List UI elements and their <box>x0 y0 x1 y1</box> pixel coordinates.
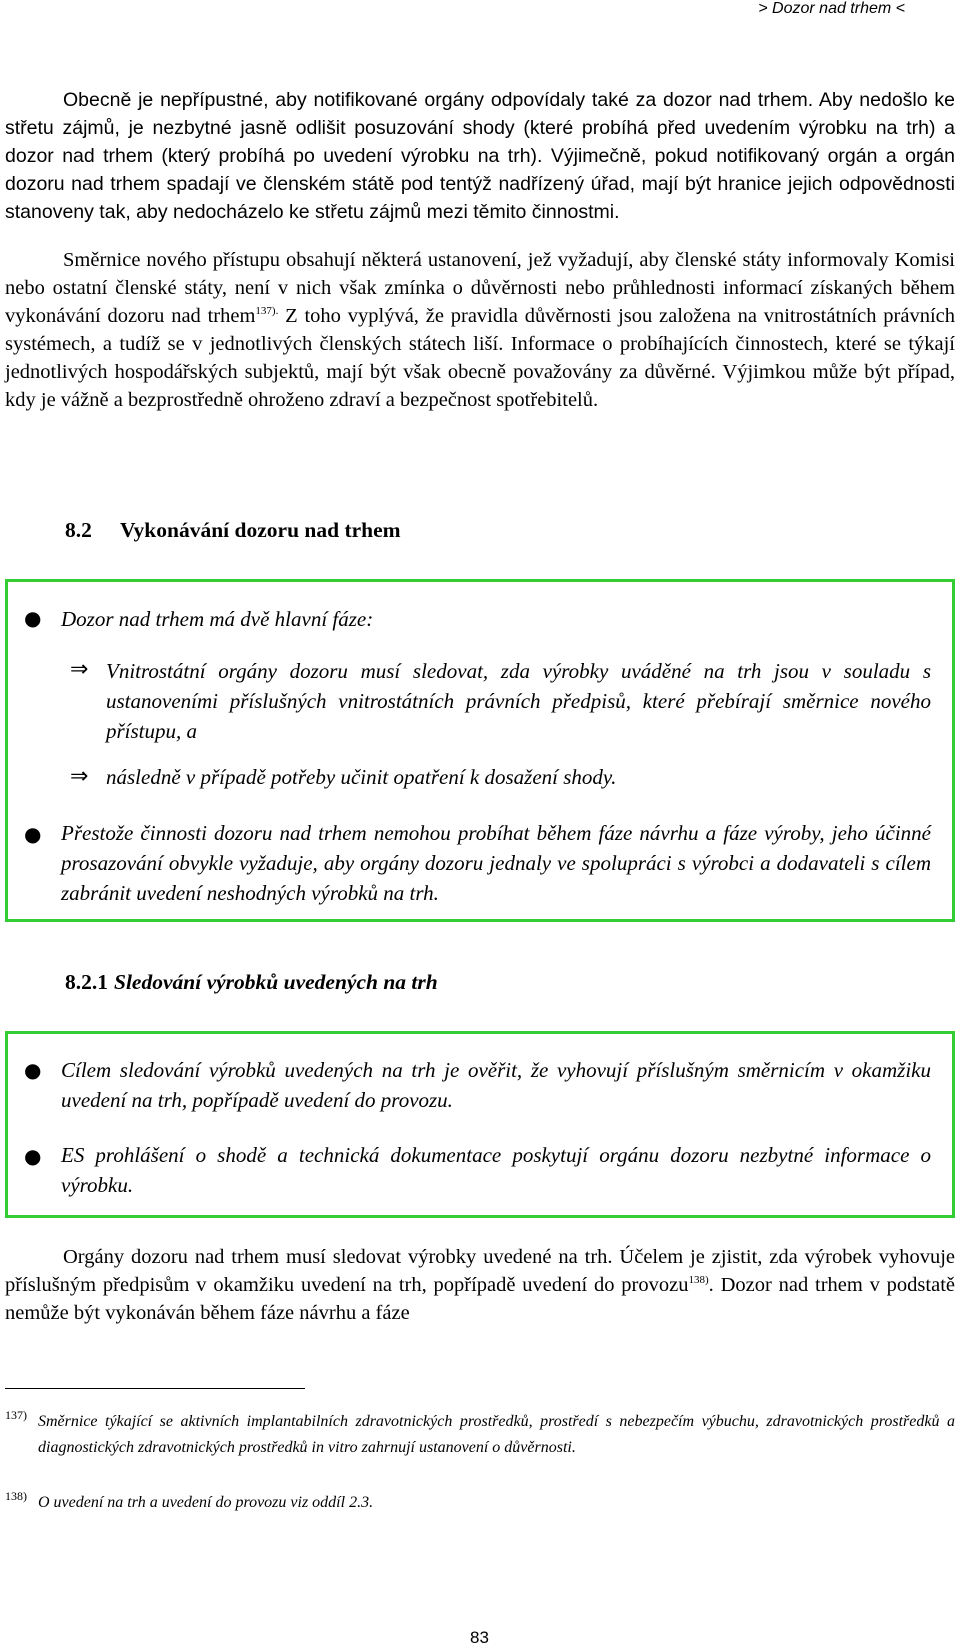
bullet-dot-icon: ● <box>24 1144 42 1168</box>
section-number: 8.2 <box>65 518 92 542</box>
bullet-dot-icon: ● <box>24 1058 42 1082</box>
running-header: > Dozor nad trhem < <box>758 0 905 17</box>
section-heading-8-2-1 <box>65 970 438 995</box>
box-arrow-corrective-action: následně v případě potřeby učinit opatření k dosažení shody. <box>106 765 617 789</box>
footnote-138: O uvedení na trh a uvedení do provozu viz oddíl 2.3. <box>38 1494 374 1511</box>
box-arrow-national-authorities: Vnitrostátní orgány dozoru musí sledovat, zda výrobky uváděné na trh jsou v souladu s ustanoveními příslušných vnitrostátních právních předpisů, které přebírají směrnice nového přístupu, a <box>106 659 931 743</box>
box-bullet-monitoring-goal: Cílem sledování výrobků uvedených na trh je ověřit, že vyhovují příslušným směrnicím v okamžiku uvedení na trh, popřípadě uvedení do provozu. <box>61 1058 931 1112</box>
paragraph-monitoring-products <box>5 1243 955 1327</box>
box-bullet-declaration: ES prohlášení o shodě a technická dokumentace poskytují orgánu dozoru nezbytné informace o výrobku. <box>61 1143 931 1197</box>
section-number: 8.2.1 <box>65 970 108 994</box>
footnote-mark-137: 137) <box>5 1408 27 1422</box>
section-title: Vykonávání dozoru nad trhem <box>120 518 401 542</box>
footnote-137: Směrnice týkající se aktivních implantabilních zdravotnických prostředků, prostředí s nebezpečím výbuchu, zdravotnických prostředků a diagnostických zdravotnických prostředků in vitro zahrnují ustanovení o důvěrnosti. <box>38 1413 955 1456</box>
footnote-mark-138: 138) <box>5 1489 27 1503</box>
paragraph-conflict-of-interest: Obecně je nepřípustné, aby notifikované orgány odpovídaly také za dozor nad trhem. Aby nedošlo ke střetu zájmů, je nezbytné jasně odlišit posuzování shody (které probíhá před uvedením výrobku na trh) a dozor nad trhem (který probíhá po uvedení výrobku na trh). Výjimečně, pokud notifikovaný orgán a orgán dozoru nad trhem spadají ve členském státě pod tentýž nadřízený úřad, mají být hranice jejich odpovědnosti stanoveny tak, aby nedocházelo ke střetu zájmů mezi těmito činnostmi. <box>5 89 955 223</box>
highlight-box-product-monitoring <box>5 1031 955 1218</box>
box-bullet-phases: Dozor nad trhem má dvě hlavní fáze: <box>61 607 374 631</box>
bullet-dot-icon: ● <box>24 606 42 630</box>
footnote-ref-138: 138) <box>688 1274 709 1286</box>
paragraph-monitoring-text-b: . Dozor nad trhem v podstatě nemůže být vykonáván během fáze návrhu a fáze <box>5 1274 955 1324</box>
paragraph-monitoring-text-a: Orgány dozoru nad trhem musí sledovat výrobky uvedené na trh. Účelem je zjistit, zda výrobek vyhovuje příslušným předpisům v okamžiku uvedení na trh, popřípadě uvedení do provozu <box>5 1246 955 1296</box>
section-heading-8-2 <box>65 518 401 543</box>
paragraph-confidentiality-text-a: Směrnice nového přístupu obsahují některá ustanovení, jež vyžadují, aby členské státy informovaly Komisi nebo ostatní členské státy, není v nich však zmínka o důvěrnosti nebo průhlednosti informací získaných během vykonávání dozoru nad trhem <box>5 249 955 327</box>
double-arrow-icon: ⇒ <box>70 657 89 682</box>
footnote-separator <box>5 1388 305 1389</box>
page-number: 83 <box>470 1628 489 1647</box>
highlight-box-market-surveillance <box>5 579 955 922</box>
section-title: Sledování výrobků uvedených na trh <box>114 970 438 994</box>
paragraph-confidentiality-text-b: Z toho vyplývá, že pravidla důvěrnosti jsou založena na vnitrostátních právních systémech, a tudíž se v jednotlivých členských státech liší. Informace o probíhajících činnostech, které se týkají jednotlivých hospodářských subjektů, mají být však obecně považovány za důvěrné. Výjimkou může být případ, kdy je vážně a bezprostředně ohroženo zdraví a bezpečnost spotřebitelů. <box>5 305 955 411</box>
footnote-ref-137: 137). <box>255 305 279 317</box>
paragraph-confidentiality <box>5 246 955 414</box>
box-bullet-cooperation: Přestože činnosti dozoru nad trhem nemohou probíhat během fáze návrhu a fáze výroby, jeho účinné prosazování obvykle vyžaduje, aby orgány dozoru jednaly ve spolupráci s výrobci a dodavateli s cílem zabránit uvedení neshodných výrobků na trh. <box>61 821 931 905</box>
bullet-dot-icon: ● <box>24 822 42 846</box>
double-arrow-icon: ⇒ <box>70 764 89 789</box>
